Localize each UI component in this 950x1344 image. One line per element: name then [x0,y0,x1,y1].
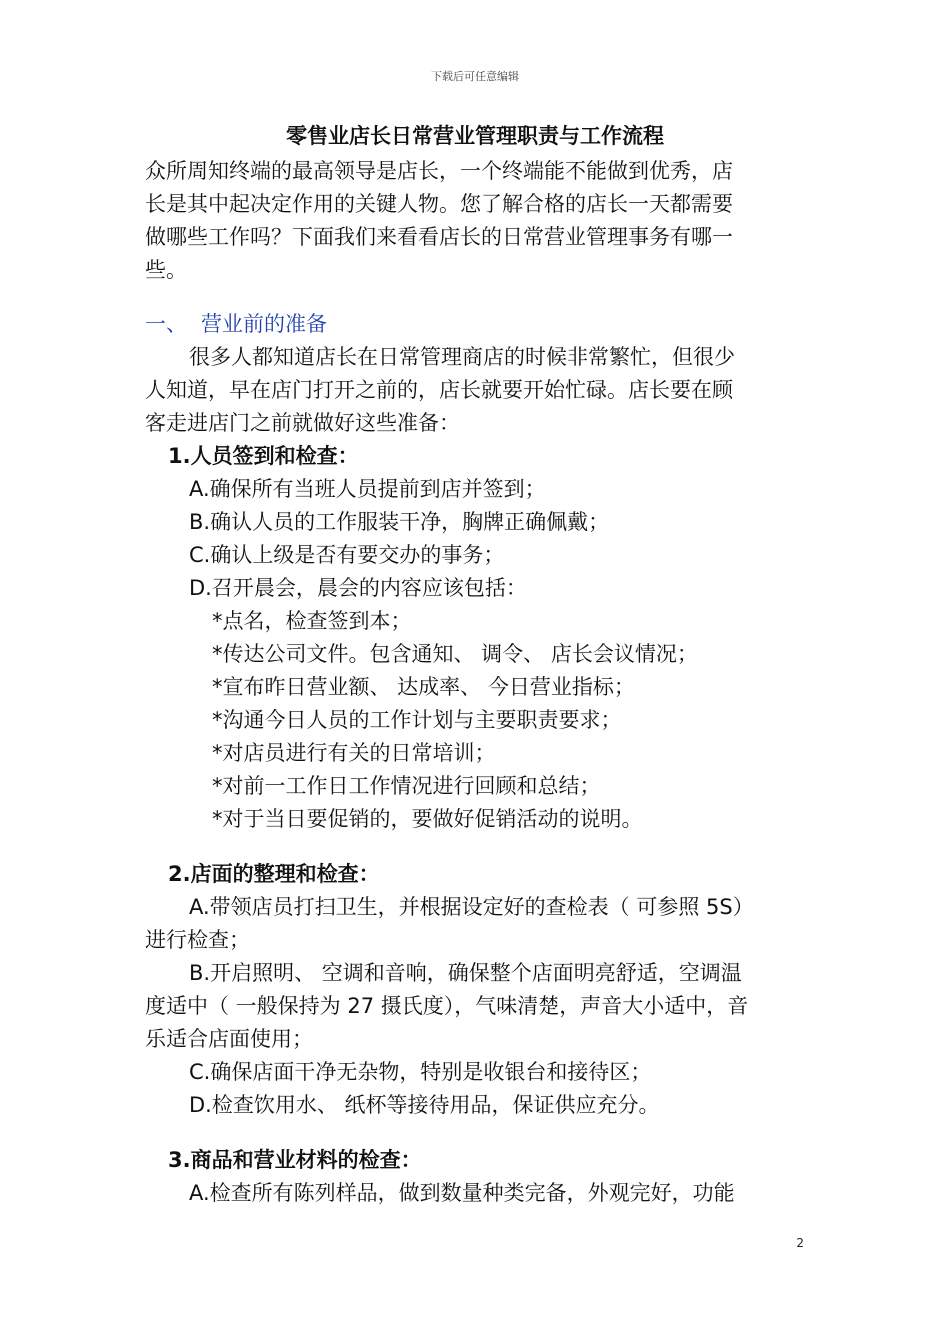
bullet-item: *对前一工作日工作情况进行回顾和总结； [212,774,601,798]
intro-line: 些。 [145,258,187,282]
bullet-item: *宣布昨日营业额、 达成率、 今日营业指标； [212,675,635,699]
bullet-item: *对店员进行有关的日常培训； [212,741,496,765]
list-item: D.召开晨会，晨会的内容应该包括： [189,576,527,600]
subheading-store-check: 2.店面的整理和检查： [168,862,380,886]
document-title: 零售业店长日常营业管理职责与工作流程 [286,124,664,148]
bullet-item: *传达公司文件。包含通知、 调令、 店长会议情况； [212,642,698,666]
section-intro-line: 客走进店门之前就做好这些准备： [145,411,460,435]
bullet-item: *对于当日要促销的，要做好促销活动的说明。 [212,807,643,831]
section-heading [145,308,327,341]
list-item: C.确认上级是否有要交办的事务； [189,543,505,567]
page-number: 2 [796,1236,804,1250]
subheading-goods-check: 3.商品和营业材料的检查： [168,1148,422,1172]
list-item: A.确保所有当班人员提前到店并签到； [189,477,546,501]
section-intro-line: 人知道，早在店门打开之前的，店长就要开始忙碌。店长要在顾 [145,378,733,402]
list-item: C.确保店面干净无杂物，特别是收银台和接待区； [189,1060,652,1084]
section-number: 一、 [145,312,187,336]
list-item: B.确认人员的工作服装干净，胸牌正确佩戴； [189,510,610,534]
intro-line: 长是其中起决定作用的关键人物。您了解合格的店长一天都需要 [145,192,733,216]
list-item: 乐适合店面使用； [145,1027,313,1051]
list-item: 进行检查； [145,928,250,952]
list-item: 度适中（ 一般保持为 27 摄氏度），气味清楚，声音大小适中，音 [145,994,749,1018]
header-note: 下载后可任意编辑 [431,70,519,83]
list-item: A.检查所有陈列样品，做到数量种类完备，外观完好，功能 [189,1181,735,1205]
section-title: 营业前的准备 [201,312,327,336]
list-item: D.检查饮用水、 纸杯等接待用品，保证供应充分。 [189,1093,660,1117]
list-item: B.开启照明、 空调和音响，确保整个店面明亮舒适，空调温 [189,961,742,985]
bullet-item: *沟通今日人员的工作计划与主要职责要求； [212,708,622,732]
bullet-item: *点名，检查签到本； [212,609,412,633]
list-item: A.带领店员打扫卫生，并根据设定好的查检表（ 可参照 5S） [189,895,754,919]
intro-line: 众所周知终端的最高领导是店长，一个终端能不能做到优秀，店 [145,159,733,183]
subheading-staff-checkin: 1.人员签到和检查： [168,444,359,468]
intro-line: 做哪些工作吗？下面我们来看看店长的日常营业管理事务有哪一 [145,225,733,249]
section-intro-line: 很多人都知道店长在日常管理商店的时候非常繁忙，但很少 [189,345,735,369]
